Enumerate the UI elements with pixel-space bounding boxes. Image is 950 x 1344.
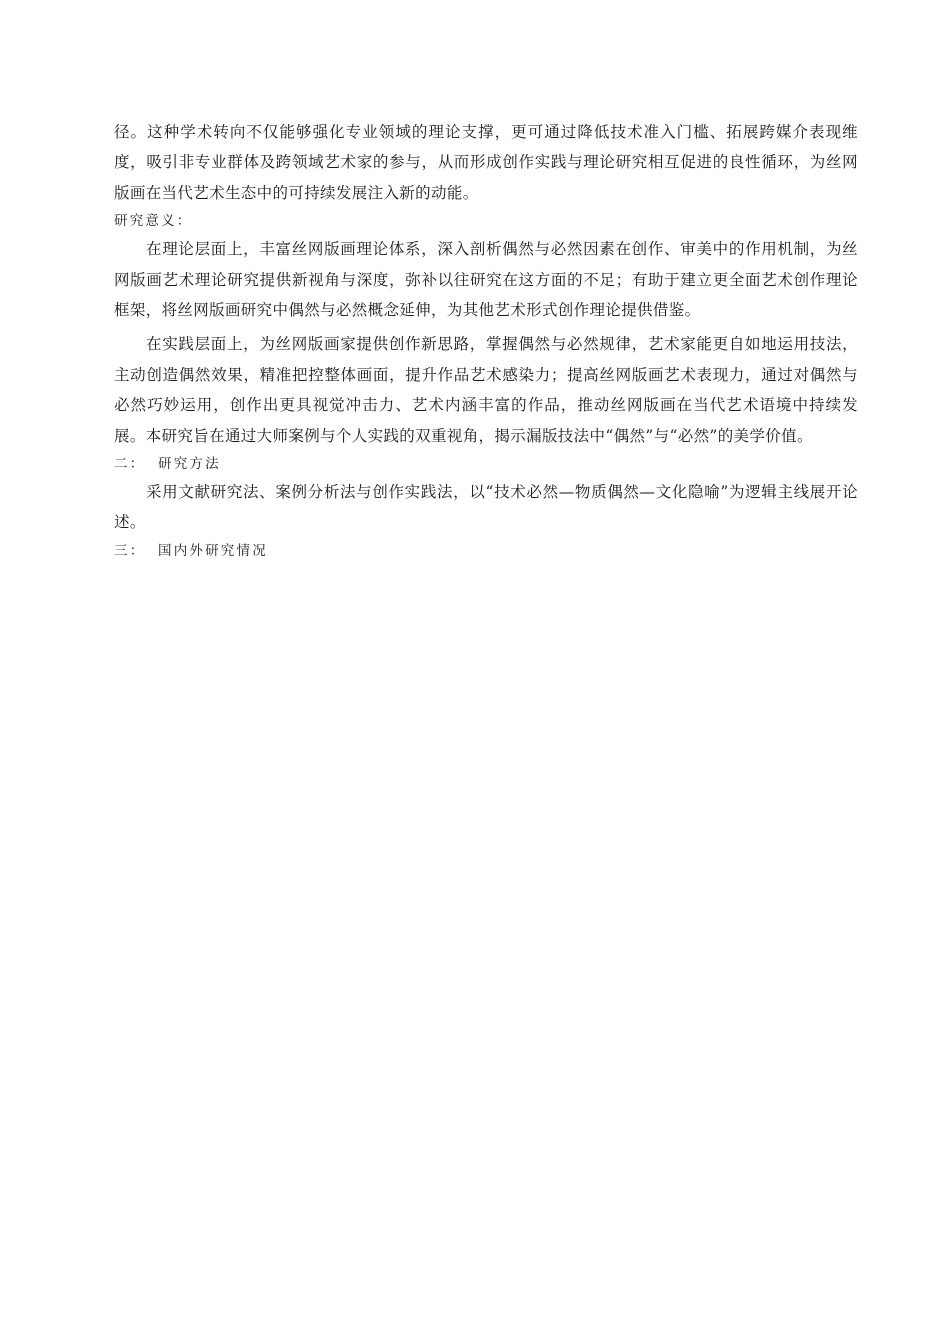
methods-heading-number: 二： xyxy=(114,456,146,473)
significance-heading: 研究意义： xyxy=(114,213,193,230)
methods-paragraph: 采用文献研究法、案例分析法与创作实践法，以“技术必然—物质偶然—文化隐喻”为逻辑主线展开论述。 xyxy=(114,483,858,532)
practice-paragraph: 在实践层面上，为丝网版画家提供创作新思路，掌握偶然与必然规律，艺术家能更自如地运用技法，主动创造偶然效果，精准把控整体画面，提升作品艺术感染力；提高丝网版画艺术表现力，通过对偶然与必然巧妙运用，创作出更具视觉冲击力、艺术内涵丰富的作品，推动丝网版画在当代艺术语境中持续发展。本研究旨在通过大师案例与个人实践的双重视角，揭示漏版技法中“偶然”与“必然”的美学价值。 xyxy=(114,335,858,445)
theory-paragraph: 在理论层面上，丰富丝网版画理论体系，深入剖析偶然与必然因素在创作、审美中的作用机制，为丝网版画艺术理论研究提供新视角与深度，弥补以往研究在这方面的不足；有助于建立更全面艺术创作理论框架，将丝网版画研究中偶然与必然概念延伸，为其他艺术形式创作理论提供借鉴。 xyxy=(114,240,858,320)
methods-heading-title: 研究方法 xyxy=(158,456,221,473)
overview-heading-number: 三： xyxy=(114,542,146,559)
continuation-paragraph: 径。这种学术转向不仅能够强化专业领域的理论支撑，更可通过降低技术准入门槛、拓展跨媒介表现维度，吸引非专业群体及跨领域艺术家的参与，从而形成创作实践与理论研究相互促进的良性循环，为丝网版画在当代艺术生态中的可持续发展注入新的动能。 xyxy=(114,123,858,202)
methods-heading xyxy=(114,451,858,477)
overview-heading xyxy=(114,538,858,564)
overview-heading-title: 国内外研究情况 xyxy=(158,542,268,559)
document-page xyxy=(114,117,858,564)
